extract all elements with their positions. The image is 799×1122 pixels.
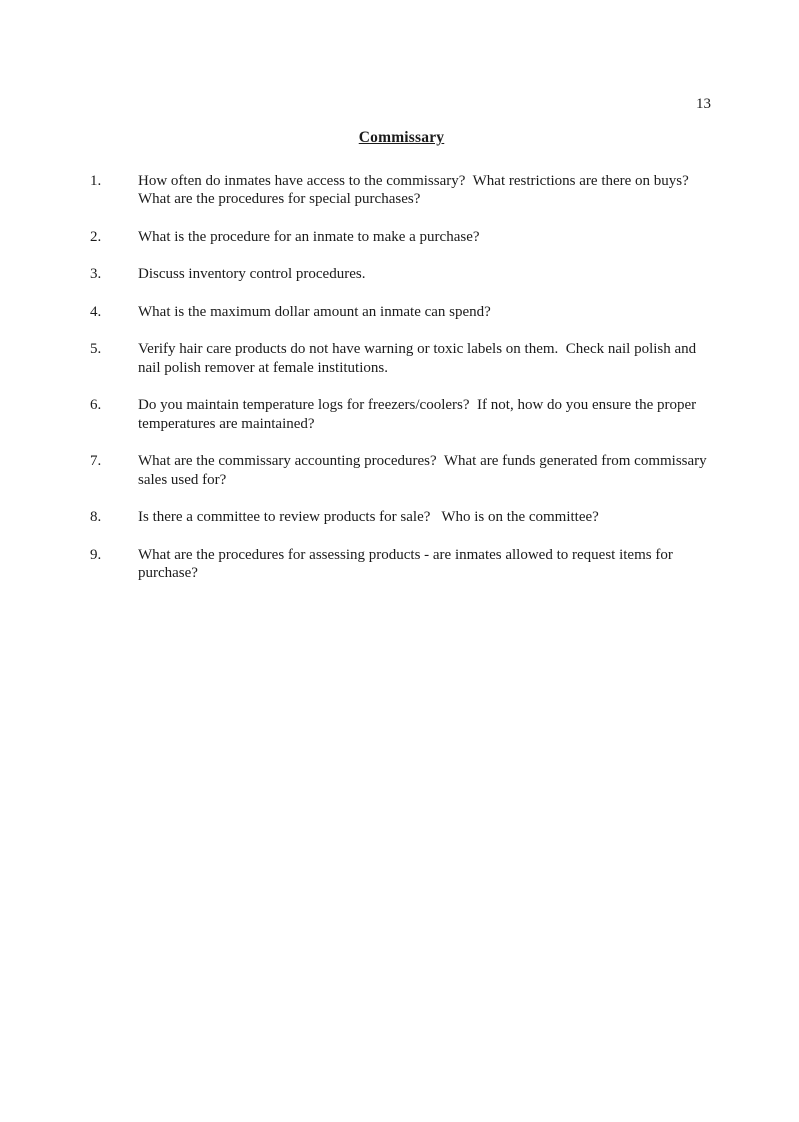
item-number: 5.	[90, 341, 102, 358]
item-text: Discuss inventory control procedures.	[138, 266, 366, 283]
item-text: Verify hair care products do not have warning or toxic labels on them. Check nail polish and nail polish remover at female institutions.	[138, 341, 700, 376]
item-number: 2.	[90, 228, 102, 245]
list-item	[90, 508, 713, 527]
item-text: Do you maintain temperature logs for freezers/coolers? If not, how do you ensure the proper temperatures are maintained?	[138, 397, 700, 432]
item-text: What is the maximum dollar amount an inmate can spend?	[138, 303, 491, 320]
item-number: 6.	[90, 397, 102, 414]
item-text: What are the commissary accounting procedures? What are funds generated from commissary sales used for?	[138, 453, 711, 488]
item-text: How often do inmates have access to the commissary? What restrictions are there on buys? What are the procedures for special purchases?	[138, 172, 697, 208]
item-number: 3.	[90, 266, 102, 283]
list-item	[90, 396, 713, 433]
item-number: 1.	[90, 172, 102, 189]
item-text: What are the procedures for assessing products - are inmates allowed to request items for purchase?	[138, 546, 677, 582]
list-item	[90, 265, 713, 284]
item-number: 4.	[90, 303, 102, 320]
list-item	[90, 172, 713, 209]
page-number: 13	[696, 96, 711, 112]
list-item	[90, 228, 713, 247]
question-list	[90, 172, 713, 583]
list-item	[90, 452, 713, 489]
page-title: Commissary	[358, 129, 445, 146]
item-number: 9.	[90, 546, 102, 563]
list-item	[90, 340, 713, 377]
item-text: Is there a committee to review products for sale? Who is on the committee?	[138, 509, 599, 526]
list-item	[90, 303, 713, 322]
item-number: 8.	[90, 509, 102, 526]
item-text: What is the procedure for an inmate to make a purchase?	[138, 228, 480, 245]
list-item	[90, 546, 713, 583]
item-number: 7.	[90, 453, 102, 470]
